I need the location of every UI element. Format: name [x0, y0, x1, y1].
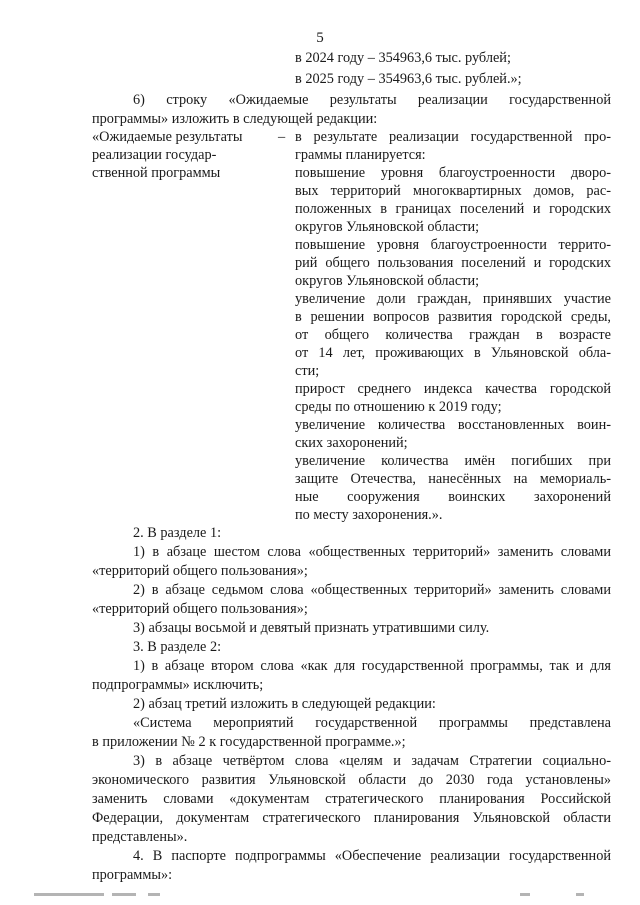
body-line: 3) в абзаце четвёртом слова «целям и задачам Стратегии социально- [133, 753, 611, 769]
scan-artifact [148, 893, 160, 896]
table-right-line: увеличение количества восстановленных воин- [295, 417, 611, 433]
body-line: подпрограммы» исключить; [92, 677, 264, 693]
table-right-line: защите Отечества, нанесённых на мемориаль- [295, 471, 611, 487]
table-right-line: в результате реализации государственной про- [295, 129, 611, 145]
body-line: представлены». [92, 829, 188, 845]
body-line: 1) в абзаце шестом слова «общественных территорий» заменить словами [133, 544, 611, 560]
financing-line-2024: в 2024 году – 354963,6 тыс. рублей; [295, 50, 511, 66]
table-right-line: повышение уровня благоустроенности террито- [295, 237, 611, 253]
table-left-line: ственной программы [92, 165, 221, 181]
table-right-line: увеличение доли граждан, принявших участие [295, 291, 611, 307]
scan-artifact [576, 893, 584, 896]
table-right-line: ских захоронений; [295, 435, 408, 451]
table-right-line: увеличение количества имён погибших при [295, 453, 611, 469]
table-right-line: вых территорий многоквартирных домов, рас- [295, 183, 611, 199]
item6-line1: 6) строку «Ожидаемые результаты реализации государственной [133, 92, 611, 108]
table-right-line: среды по отношению к 2019 году; [295, 399, 502, 415]
body-line: Федерации, документам стратегического планирования Ульяновской области [92, 810, 611, 826]
table-left-line: «Ожидаемые результаты [92, 129, 243, 145]
body-line: «территорий общего пользования»; [92, 601, 308, 617]
body-line: 1) в абзаце втором слова «как для государственной программы, так и для [133, 658, 611, 674]
body-line: «Система мероприятий государственной программы представлена [133, 715, 611, 731]
body-line: «территорий общего пользования»; [92, 563, 308, 579]
body-line: 3) абзацы восьмой и девятый признать утратившими силу. [133, 620, 490, 636]
table-right-line: граммы планируется: [295, 147, 426, 163]
body-line: в приложении № 2 к государственной программе.»; [92, 734, 406, 750]
section-heading: 3. В разделе 2: [133, 639, 222, 655]
body-line: экономического развития Ульяновской области до 2030 года установлены» [92, 772, 611, 788]
table-right-line: от 14 лет, проживающих в Ульяновской обла- [295, 345, 611, 361]
table-right-line: рий общего пользования поселений и городских [295, 255, 611, 271]
section-heading: 2. В разделе 1: [133, 525, 222, 541]
scan-artifact [112, 893, 136, 896]
table-dash: – [278, 129, 286, 145]
table-right-line: в решении вопросов развития городской среды, [295, 309, 611, 325]
page-number: 5 [316, 30, 324, 46]
table-right-line: положенных в границах поселений и городских [295, 201, 611, 217]
body-line: заменить словами «документам стратегического планирования Российской [92, 791, 611, 807]
table-right-line: сти; [295, 363, 320, 379]
table-left-line: реализации государ- [92, 147, 217, 163]
body-line: программы»: [92, 867, 173, 883]
scan-artifact [34, 893, 104, 896]
table-right-line: округов Ульяновской области; [295, 273, 480, 289]
body-line: 2) в абзаце седьмом слова «общественных территорий» заменить словами [133, 582, 611, 598]
table-right-line: прирост среднего индекса качества городской [295, 381, 611, 397]
table-right-line: повышение уровня благоустроенности дворо- [295, 165, 611, 181]
body-line: 2) абзац третий изложить в следующей редакции: [133, 696, 436, 712]
item6-line2: программы» изложить в следующей редакции: [92, 111, 378, 127]
table-right-line: округов Ульяновской области; [295, 219, 480, 235]
financing-line-2025: в 2025 году – 354963,6 тыс. рублей.»; [295, 71, 522, 87]
body-line: 4. В паспорте подпрограммы «Обеспечение реализации государственной [133, 848, 611, 864]
table-right-line: ные сооружения воинских захоронений [295, 489, 611, 505]
scan-artifact [520, 893, 530, 896]
table-right-line: от общего количества граждан в возрасте [295, 327, 611, 343]
table-right-line: по месту захоронения.». [295, 507, 443, 523]
